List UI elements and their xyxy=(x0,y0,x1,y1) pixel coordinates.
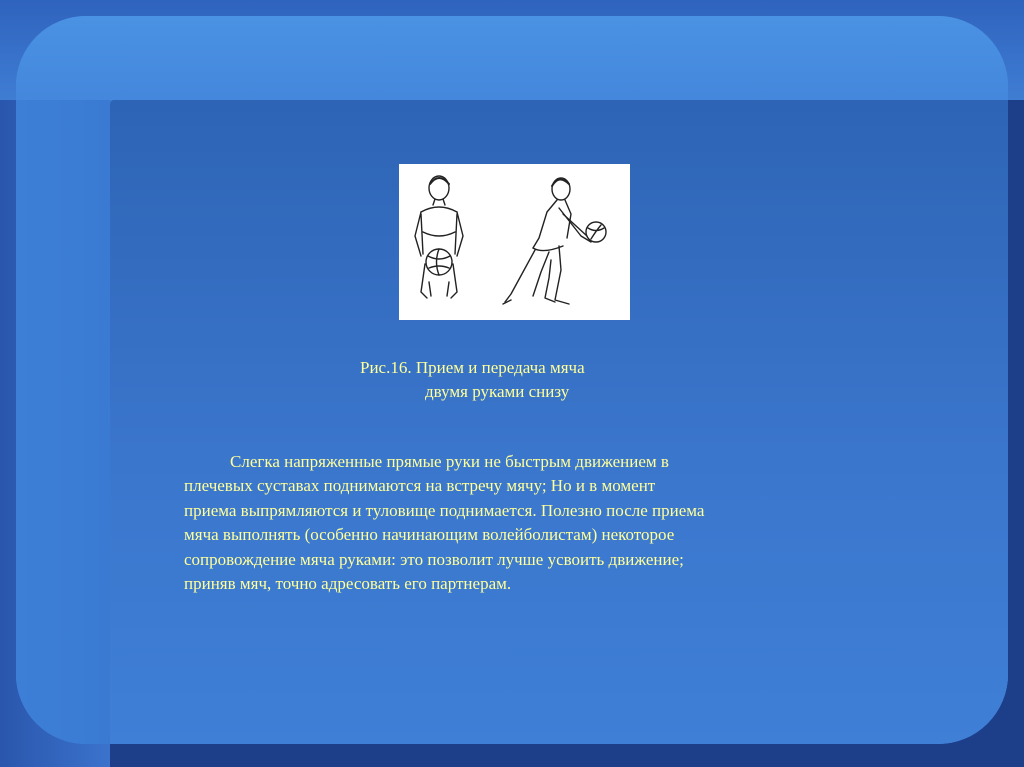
paragraph-line-3: приема выпрямляются и туловище поднимается. Полезно после приема xyxy=(184,500,705,520)
body-paragraph xyxy=(184,450,914,596)
paragraph-line-6: приняв мяч, точно адресовать его партнерам. xyxy=(184,574,512,594)
volleyball-players-illustration-icon xyxy=(399,164,630,320)
paragraph-line-5: сопровождение мяча руками: это позволит лучше усвоить движение; xyxy=(184,549,684,569)
paragraph-line-2: плечевых суставах поднимаются на встречу мячу; Но и в момент xyxy=(184,476,656,496)
figure-caption xyxy=(360,356,690,404)
paragraph-line-1: Слегка напряженные прямые руки не быстрым движением в xyxy=(230,452,669,471)
caption-line-1: Рис.16. Прием и передача мяча xyxy=(360,358,585,377)
side-view-player xyxy=(503,178,606,304)
front-view-player xyxy=(415,176,463,298)
frame-top-band xyxy=(16,16,1008,100)
caption-line-2: двумя руками снизу xyxy=(425,382,570,401)
paragraph-line-4: мяча выполнять (особенно начинающим волейболистам) некоторое xyxy=(184,525,675,545)
frame-left-band xyxy=(16,100,110,744)
